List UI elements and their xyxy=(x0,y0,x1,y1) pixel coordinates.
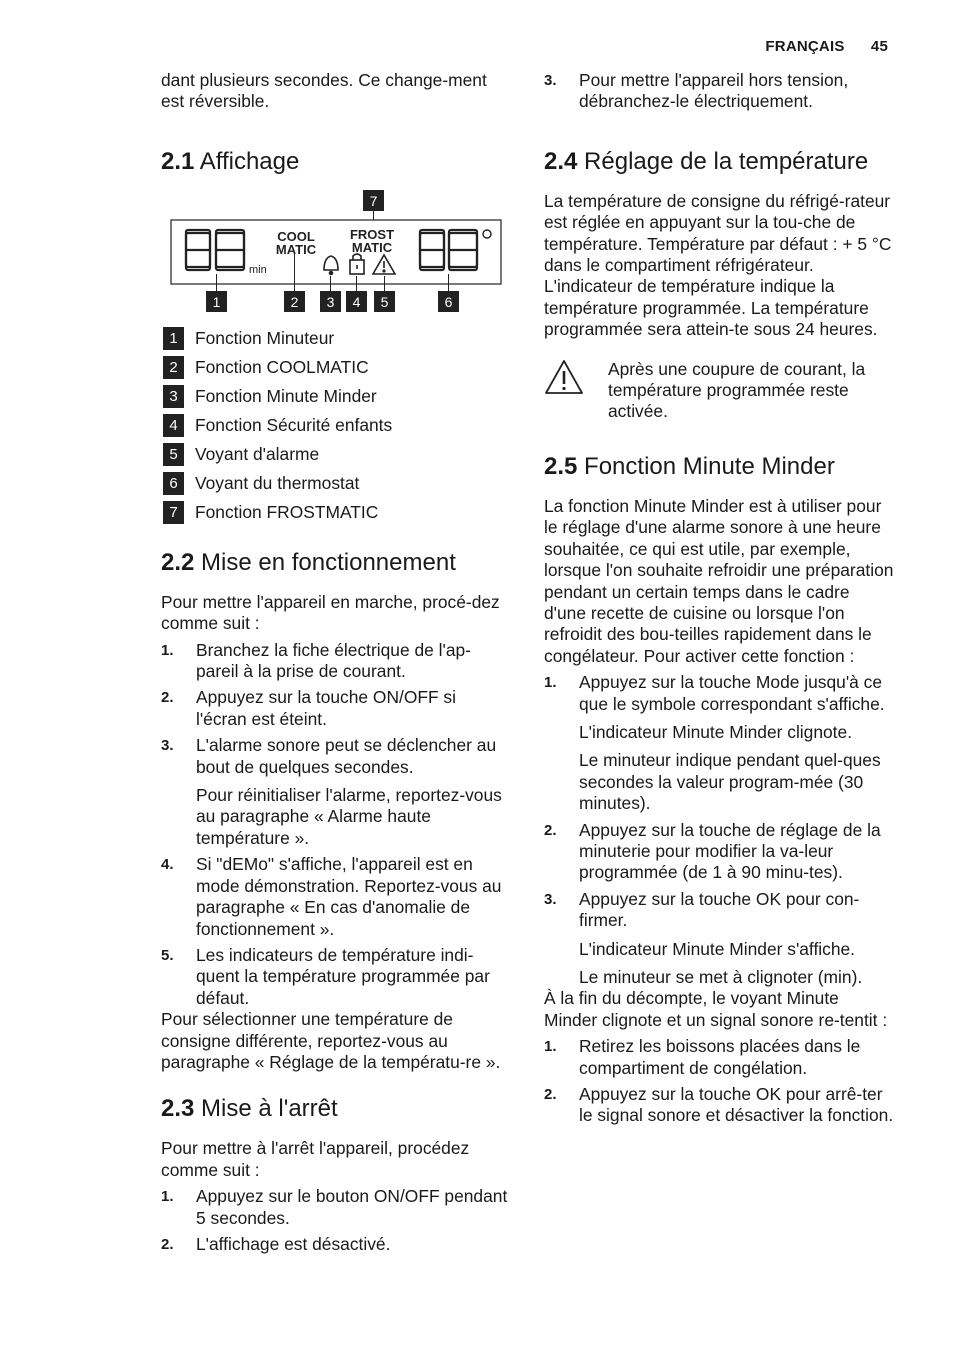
svg-text:4: 4 xyxy=(352,293,361,310)
section-2-2-intro: Pour mettre l'appareil en marche, procé-dez comme suit : xyxy=(161,591,500,634)
display-legend xyxy=(161,324,511,527)
legend-item: 5 Voyant d'alarme xyxy=(161,440,511,469)
page-number: 45 xyxy=(870,38,888,55)
page-header xyxy=(743,38,888,55)
section-2-2-steps xyxy=(161,640,511,778)
svg-text:5: 5 xyxy=(380,293,389,310)
list-item: 1. Appuyez sur le bouton ON/OFF pendant 5 secondes. xyxy=(161,1186,508,1228)
step-1-note-2: Le minuteur indique pendant quel-ques secondes la valeur program-mée (30 minutes). xyxy=(579,750,881,814)
section-2-4-heading: 2.4 Réglage de la température xyxy=(544,147,869,175)
right-seven-segment xyxy=(420,230,477,270)
legend-item: 6 Voyant du thermostat xyxy=(161,469,511,498)
list-item: 3. Appuyez sur la touche OK pour con-firmer. xyxy=(544,888,860,931)
warning-text: Après une coupure de courant, la température programmée reste activée. xyxy=(608,358,866,422)
display-diagram xyxy=(161,190,511,316)
list-item: 2. L'affichage est désactivé. xyxy=(161,1233,391,1254)
section-2-1-heading: 2.1 Affichage xyxy=(161,147,300,175)
step-3-note: Pour réinitialiser l'alarme, reportez-vous au paragraphe « Alarme haute température ». xyxy=(196,785,502,848)
section-2-2-outro: Pour sélectionner une température de consigne différente, reportez-vous au paragraphe « Réglage de la températu-re ». xyxy=(161,1009,501,1072)
svg-text:7: 7 xyxy=(369,192,378,209)
left-seven-segment xyxy=(186,230,244,270)
section-2-3-steps xyxy=(161,1186,511,1255)
svg-text:6: 6 xyxy=(444,293,453,310)
degree-icon xyxy=(483,230,491,238)
section-2-2-heading: 2.2 Mise en fonctionnement xyxy=(161,548,456,576)
section-2-3-heading: 2.3 Mise à l'arrêt xyxy=(161,1095,338,1123)
section-2-5-end: À la fin du décompte, le voyant Minute Minder clignote et un signal sonore re-tentit : xyxy=(544,988,888,1030)
section-2-5-heading: 2.5 Fonction Minute Minder xyxy=(544,452,835,480)
warning-icon xyxy=(544,359,608,423)
legend-item: 2 Fonction COOLMATIC xyxy=(161,353,511,382)
section-2-4-body: La température de consigne du réfrigé-rateur est réglée en appuyant sur la tou-che de température. Température par défaut : + 5 °C dans le compartiment réfrigérateur. L'indicateur de température indique la température programmée. La température programmée sera attein-te sous 24 heures. xyxy=(544,190,892,340)
list-item: 4. Si "dEMo" s'affiche, l'appareil est en mode démonstration. Reportez-vous au paragraphe « En cas d'anomalie de fonctionnement ». xyxy=(161,854,502,939)
legend-item: 3 Fonction Minute Minder xyxy=(161,382,511,411)
list-item: 1. Retirez les boissons placées dans le compartiment de congélation. xyxy=(544,1036,861,1078)
language-label: FRANÇAIS xyxy=(765,38,845,55)
list-item: 3. Pour mettre l'appareil hors tension, débranchez-le électriquement. xyxy=(544,70,849,112)
alarm-icon xyxy=(373,255,395,274)
section-2-5-intro: La fonction Minute Minder est à utiliser pour le réglage d'une alarme sonore à une heure souhaitée, ce qui est utile, par exemple, lorsque l'on souhaite refroidir une préparation pendant un certain temps dans le cadre d'une recette de cuisine ou lorsque l'on refroidit des bou-teilles rapidement dans le congélateur. Pour activer cette fonction : xyxy=(544,495,894,666)
step-3-note-2: Le minuteur se met à clignoter (min). xyxy=(579,967,863,987)
step-3-note-1: L'indicateur Minute Minder s'affiche. xyxy=(579,938,856,959)
legend-item: 7 Fonction FROSTMATIC xyxy=(161,498,511,527)
intro-text: dant plusieurs secondes. Ce change-ment est réversible. xyxy=(161,70,487,112)
svg-text:MATIC: MATIC xyxy=(275,241,317,257)
legend-item: 4 Fonction Sécurité enfants xyxy=(161,411,511,440)
child-lock-icon xyxy=(350,254,364,274)
step-1-note-1: L'indicateur Minute Minder clignote. xyxy=(579,721,853,742)
bell-icon xyxy=(324,256,338,275)
warning-note xyxy=(544,359,896,423)
list-item: 5. Les indicateurs de température indi-quent la température programmée par défaut. xyxy=(161,944,490,1008)
left-column xyxy=(161,70,511,1255)
min-label: min xyxy=(249,263,267,276)
list-item: 2. Appuyez sur la touche de réglage de la minuterie pour modifier la va-leur programmée (de 1 à 90 minu-tes). xyxy=(544,819,881,883)
list-item: 2. Appuyez sur la touche ON/OFF si l'écran est éteint. xyxy=(161,687,456,729)
svg-text:COOL: COOL xyxy=(277,228,315,244)
list-item: 2. Appuyez sur la touche OK pour arrê-ter le signal sonore et désactiver la fonction. xyxy=(544,1084,894,1126)
svg-text:3: 3 xyxy=(326,293,335,310)
list-item: 3. L'alarme sonore peut se déclencher au bout de quelques secondes. xyxy=(161,735,497,777)
legend-item: 1 Fonction Minuteur xyxy=(161,324,511,353)
svg-text:1: 1 xyxy=(212,293,221,310)
section-2-3-intro: Pour mettre à l'arrêt l'appareil, procédez comme suit : xyxy=(161,1138,470,1180)
right-column xyxy=(544,70,896,1127)
svg-text:MATIC: MATIC xyxy=(351,239,393,255)
svg-text:FROST: FROST xyxy=(349,226,395,242)
svg-text:2: 2 xyxy=(290,293,299,310)
list-item: 1. Branchez la fiche électrique de l'ap-pareil à la prise de courant. xyxy=(161,639,471,682)
list-item: 1. Appuyez sur la touche Mode jusqu'à ce que le symbole correspondant s'affiche. xyxy=(544,672,885,714)
